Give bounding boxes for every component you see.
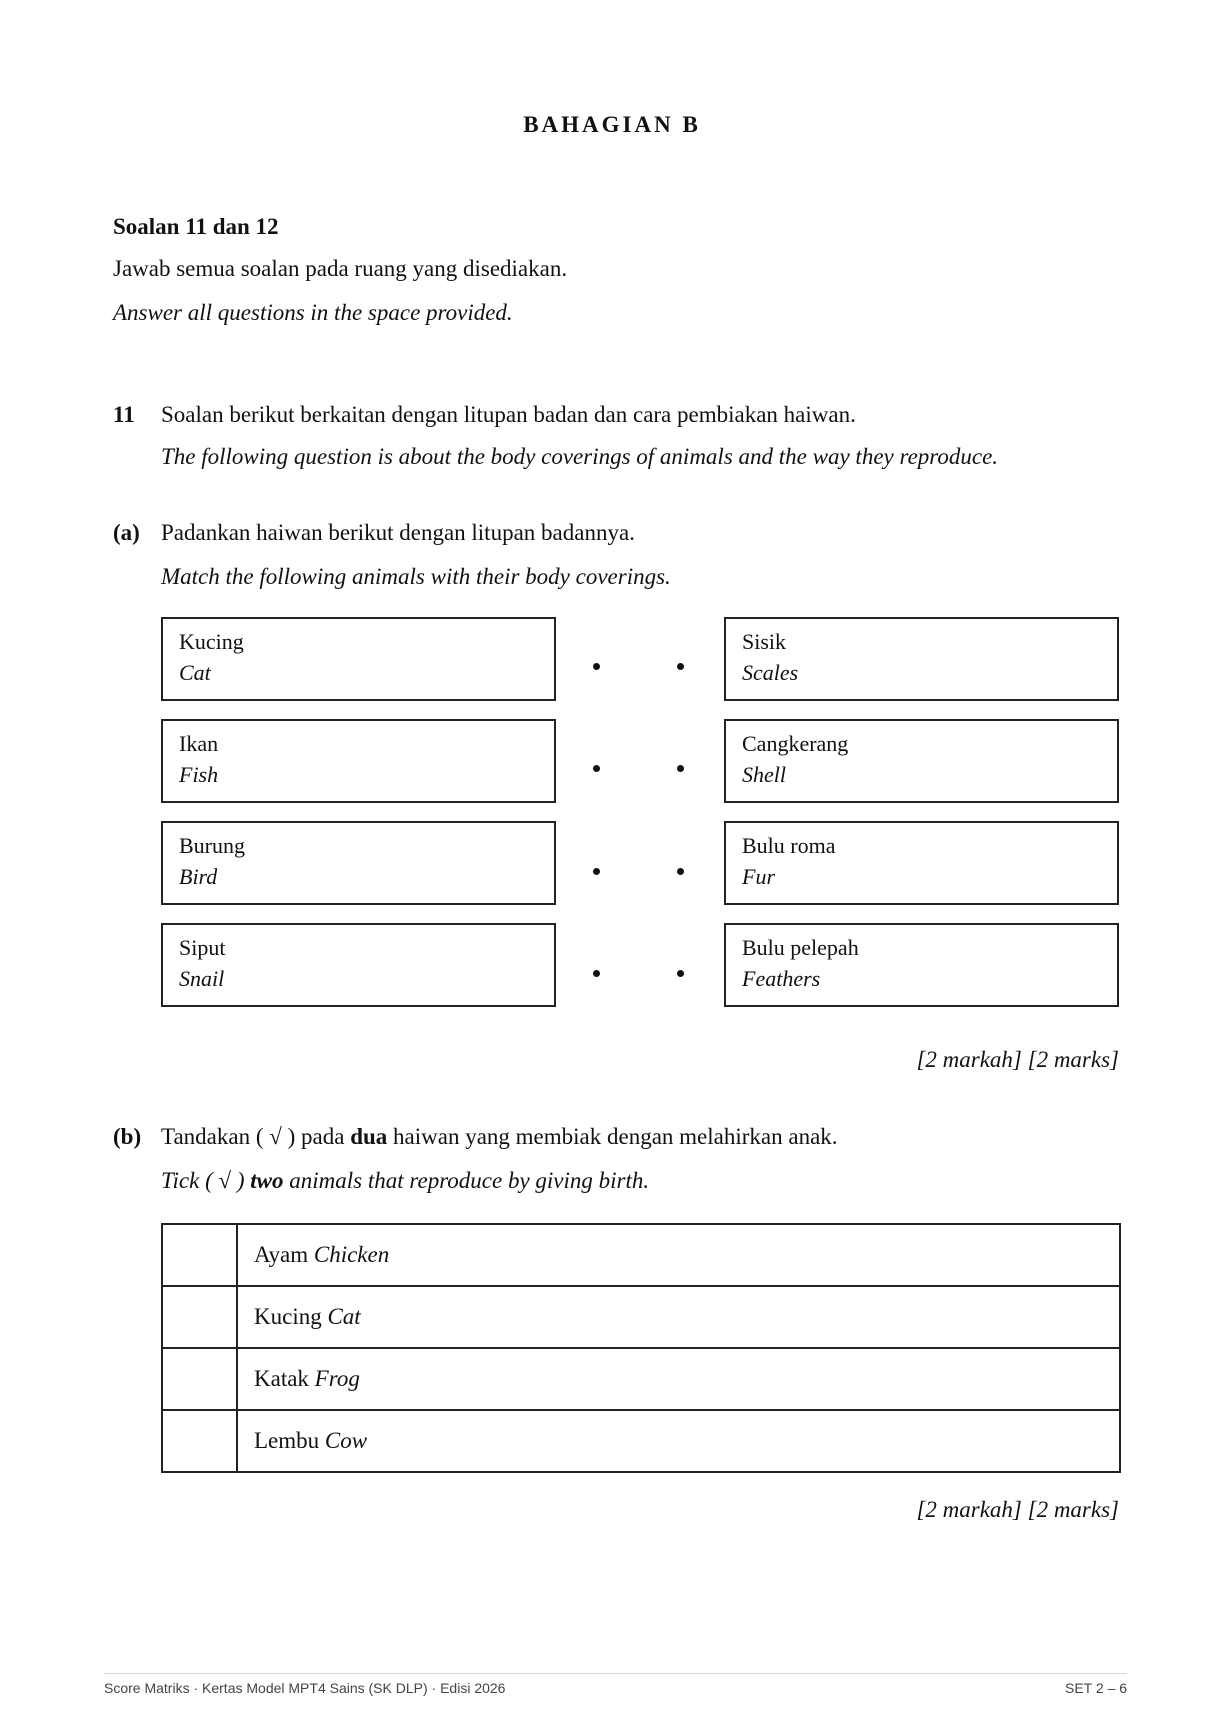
animal-box bbox=[161, 719, 556, 803]
table-row bbox=[162, 1348, 1120, 1410]
part-b-ms-pre: Tandakan ( √ ) pada bbox=[161, 1124, 351, 1149]
option-ms: Katak bbox=[254, 1366, 309, 1391]
covering-name-en: Scales bbox=[742, 660, 799, 685]
tick-table bbox=[161, 1223, 1121, 1473]
part-b-en-bold: two bbox=[250, 1168, 284, 1193]
animal-name-en: Cat bbox=[179, 660, 211, 685]
covering-name-en: Feathers bbox=[742, 966, 821, 991]
part-b-en-pre: Tick ( √ ) bbox=[161, 1168, 251, 1193]
question-stem-en: The following question is about the body coverings of animals and the way they reproduce. bbox=[161, 444, 999, 469]
section-title: BAHAGIAN B bbox=[523, 112, 701, 137]
part-b-en-post: animals that reproduce by giving birth. bbox=[283, 1168, 650, 1193]
animal-box bbox=[161, 617, 556, 701]
part-b-instruction-en bbox=[161, 1166, 649, 1196]
footer-divider bbox=[104, 1673, 1127, 1674]
animal-name-ms: Burung bbox=[179, 833, 245, 858]
option-en: Frog bbox=[314, 1366, 360, 1391]
covering-name-ms: Bulu roma bbox=[742, 833, 836, 858]
covering-name-ms: Bulu pelepah bbox=[742, 935, 859, 960]
option-label bbox=[237, 1224, 1120, 1286]
tick-box[interactable] bbox=[162, 1286, 237, 1348]
instructions-heading: Soalan 11 dan 12 bbox=[113, 214, 279, 239]
match-dot-right[interactable] bbox=[677, 868, 684, 875]
covering-box bbox=[724, 923, 1119, 1007]
match-dot-left[interactable] bbox=[593, 663, 600, 670]
animal-name-en: Bird bbox=[179, 864, 218, 889]
part-b-marks: [2 markah] [2 marks] bbox=[916, 1497, 1119, 1522]
part-a-instruction-ms: Padankan haiwan berikut dengan litupan badannya. bbox=[161, 520, 635, 545]
part-a-marks: [2 markah] [2 marks] bbox=[916, 1047, 1119, 1072]
covering-box bbox=[724, 617, 1119, 701]
table-row bbox=[162, 1410, 1120, 1472]
part-a-label: (a) bbox=[113, 520, 140, 545]
part-b-ms-post: haiwan yang membiak dengan melahirkan anak. bbox=[387, 1124, 838, 1149]
animal-name-en: Snail bbox=[179, 966, 225, 991]
match-dot-right[interactable] bbox=[677, 765, 684, 772]
covering-name-ms: Sisik bbox=[742, 629, 787, 654]
option-ms: Lembu bbox=[254, 1428, 320, 1453]
match-dot-left[interactable] bbox=[593, 970, 600, 977]
option-en: Cow bbox=[324, 1428, 368, 1453]
question-stem-ms: Soalan berikut berkaitan dengan litupan badan dan cara pembiakan haiwan. bbox=[161, 402, 856, 427]
part-a-instruction-en: Match the following animals with their body coverings. bbox=[161, 564, 671, 589]
option-ms: Ayam bbox=[254, 1242, 309, 1267]
animal-box bbox=[161, 821, 556, 905]
footer-left: Score Matriks · Kertas Model MPT4 Sains (SK DLP) · Edisi 2026 bbox=[104, 1680, 506, 1696]
part-b-ms-bold: dua bbox=[350, 1124, 388, 1149]
instructions-en: Answer all questions in the space provided. bbox=[113, 300, 513, 325]
animal-name-ms: Siput bbox=[179, 935, 226, 960]
option-label bbox=[237, 1348, 1120, 1410]
animal-name-en: Fish bbox=[179, 762, 219, 787]
option-en: Chicken bbox=[313, 1242, 390, 1267]
table-row bbox=[162, 1286, 1120, 1348]
footer-right: SET 2 – 6 bbox=[1064, 1680, 1127, 1696]
match-dot-left[interactable] bbox=[593, 868, 600, 875]
question-number: 11 bbox=[113, 402, 135, 427]
part-b-instruction-ms bbox=[161, 1122, 838, 1152]
covering-box bbox=[724, 821, 1119, 905]
option-en: Cat bbox=[327, 1304, 361, 1329]
match-dot-right[interactable] bbox=[677, 970, 684, 977]
animal-name-ms: Ikan bbox=[179, 731, 219, 756]
tick-box[interactable] bbox=[162, 1348, 237, 1410]
covering-name-ms: Cangkerang bbox=[742, 731, 849, 756]
animal-box bbox=[161, 923, 556, 1007]
instructions-ms: Jawab semua soalan pada ruang yang disediakan. bbox=[113, 256, 568, 281]
option-label bbox=[237, 1410, 1120, 1472]
tick-box[interactable] bbox=[162, 1410, 237, 1472]
option-label bbox=[237, 1286, 1120, 1348]
option-ms: Kucing bbox=[254, 1304, 322, 1329]
covering-box bbox=[724, 719, 1119, 803]
table-row bbox=[162, 1224, 1120, 1286]
covering-name-en: Shell bbox=[742, 762, 786, 787]
match-dot-right[interactable] bbox=[677, 663, 684, 670]
tick-box[interactable] bbox=[162, 1224, 237, 1286]
animal-name-ms: Kucing bbox=[179, 629, 244, 654]
covering-name-en: Fur bbox=[742, 864, 775, 889]
part-b-label: (b) bbox=[113, 1124, 142, 1149]
match-dot-left[interactable] bbox=[593, 765, 600, 772]
